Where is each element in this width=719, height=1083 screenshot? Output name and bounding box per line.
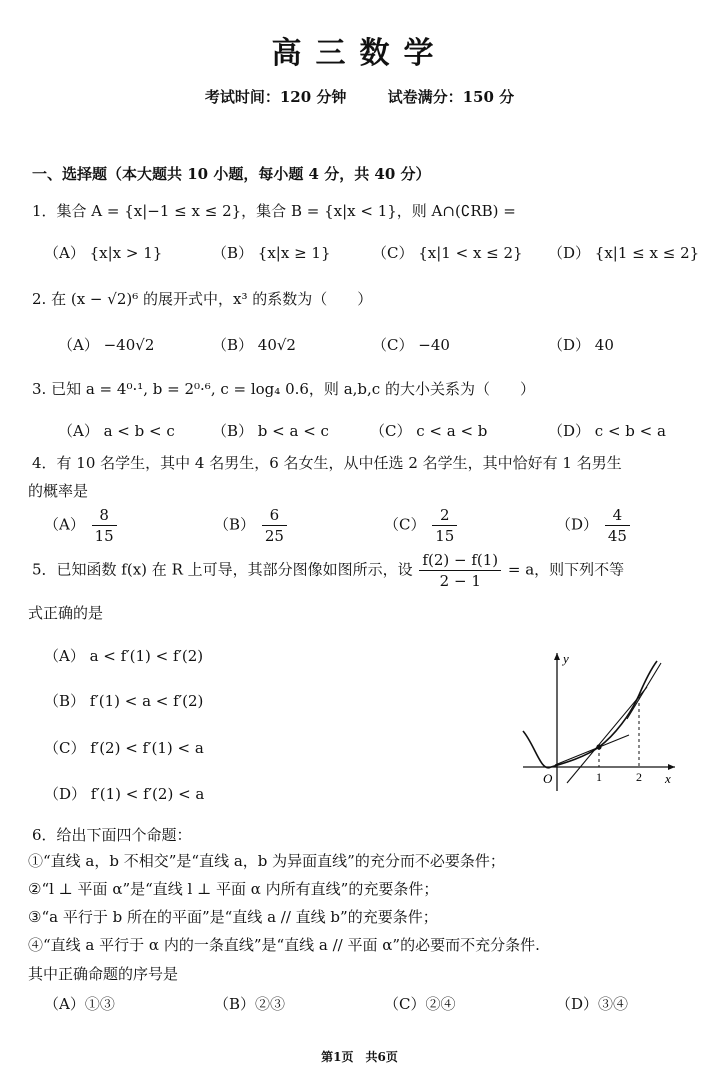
question-3-stem: 3. 已知 a = 4⁰·¹, b = 2⁰·⁶, c = log₄ 0.6，则 a,b,c 的大小关系为（ ） (32, 380, 535, 398)
q1-option-d: （D） {x|1 ≤ x ≤ 2} (548, 244, 700, 262)
q4-option-a-label: （A） (44, 515, 85, 534)
tick-label-2: 2 (636, 770, 642, 784)
question-5-stem (32, 550, 624, 591)
q6-option-b: （B）②③ (214, 995, 286, 1013)
q6-option-a: （A）①③ (44, 995, 115, 1013)
page-title: 高三数学 (271, 36, 448, 71)
q2-option-b: （B） 40√2 (212, 336, 296, 354)
q1-option-a: （A） {x|x > 1} (44, 244, 163, 262)
q4-option-b-label: （B） (214, 515, 256, 534)
denominator: 15 (435, 527, 455, 545)
tangent-at-1 (555, 735, 629, 765)
q4-option-d-fraction (605, 505, 630, 546)
q6-proposition-1: ①“直线 a，b 不相交”是“直线 a，b 为异面直线”的充分而不必要条件； (28, 852, 505, 870)
question-4-stem-line1: 4．有 10 名学生，其中 4 名男生，6 名女生，从中任选 2 名学生，其中恰好有 1 名男生 (32, 454, 622, 472)
x-axis-label: x (665, 771, 671, 786)
q3-option-d: （D） c < b < a (548, 422, 666, 440)
q6-ask: 其中正确命题的序号是 (28, 965, 179, 983)
full-score: 试卷满分：150 分 (387, 88, 515, 106)
question-1-stem: 1．集合 A = {x|−1 ≤ x ≤ 2}，集合 B = {x|x < 1}，则 A∩(∁RB) = (32, 202, 516, 220)
q6-option-d: （D）③④ (556, 995, 629, 1013)
q5-option-c: （C） f′(2) < f′(1) < a (44, 739, 204, 757)
q5-difference-quotient (419, 550, 501, 591)
q5-option-a: （A） a < f′(1) < f′(2) (44, 647, 204, 665)
q4-option-c-fraction (432, 505, 457, 546)
denominator: 45 (607, 527, 627, 545)
q1-option-b: （B） {x|x ≥ 1} (212, 244, 331, 262)
exam-info (0, 86, 719, 107)
question-5-stem-line2: 式正确的是 (28, 604, 104, 622)
numerator: 6 (262, 505, 287, 526)
q3-option-b: （B） b < a < c (212, 422, 329, 440)
point-x1 (596, 744, 601, 749)
q4-option-b-fraction (262, 505, 287, 546)
y-axis-label: y (563, 651, 569, 666)
denominator: 15 (94, 527, 114, 545)
q1-option-c: （C） {x|1 < x ≤ 2} (372, 244, 523, 262)
q5-stem-pre: 5．已知函数 f(x) 在 R 上可导，其部分图像如图所示，设 (32, 560, 413, 579)
y-axis-arrow-icon (554, 653, 560, 660)
tick-label-1: 1 (596, 770, 602, 784)
q5-option-b: （B） f′(1) < a < f′(2) (44, 692, 204, 710)
q4-option-a-fraction (92, 505, 117, 546)
section-heading: 一、选择题（本大题共 10 小题，每小题 4 分，共 40 分） (32, 165, 431, 183)
question-4-stem-line2: 的概率是 (28, 482, 89, 500)
q4-option-c (384, 505, 459, 546)
q6-proposition-4: ④“直线 a 平行于 α 内的一条直线”是“直线 a // 平面 α”的必要而不充分条件. (28, 936, 540, 954)
q4-option-c-label: （C） (384, 515, 426, 534)
denominator: 2 − 1 (439, 572, 481, 590)
origin-label: O (543, 771, 553, 786)
page-number: 第1页 共6页 (321, 1050, 398, 1064)
q2-option-c: （C） −40 (372, 336, 450, 354)
numerator: 2 (432, 505, 457, 526)
q5-option-d: （D） f′(1) < f′(2) < a (44, 785, 205, 803)
q5-function-graph (515, 645, 685, 795)
question-2-stem: 2. 在 (x − √2)⁶ 的展开式中，x³ 的系数为（ ） (32, 290, 373, 308)
exam-time: 考试时间：120 分钟 (204, 88, 347, 106)
q4-option-a (44, 505, 119, 546)
secant-line (567, 687, 647, 783)
q5-stem-post: = a，则下列不等 (507, 560, 625, 579)
q2-option-d: （D） 40 (548, 336, 614, 354)
denominator: 25 (264, 527, 284, 545)
q6-proposition-2: ②“l ⊥ 平面 α”是“直线 l ⊥ 平面 α 内所有直线”的充要条件； (28, 880, 439, 898)
q4-option-d-label: （D） (556, 515, 599, 534)
q6-option-c: （C）②④ (384, 995, 456, 1013)
numerator: 4 (605, 505, 630, 526)
q4-option-b (214, 505, 289, 546)
q3-option-c: （C） c < a < b (370, 422, 488, 440)
q6-proposition-3: ③“a 平行于 b 所在的平面”是“直线 a // 直线 b”的充要条件； (28, 908, 438, 926)
numerator: 8 (92, 505, 117, 526)
numerator: f(2) − f(1) (419, 550, 501, 571)
q3-option-a: （A） a < b < c (58, 422, 175, 440)
q4-option-d (556, 505, 632, 546)
function-curve (523, 661, 657, 768)
q2-option-a: （A） −40√2 (58, 336, 155, 354)
question-6-stem: 6．给出下面四个命题： (32, 826, 192, 844)
tangent-at-2 (627, 663, 661, 719)
x-axis-arrow-icon (668, 764, 675, 770)
